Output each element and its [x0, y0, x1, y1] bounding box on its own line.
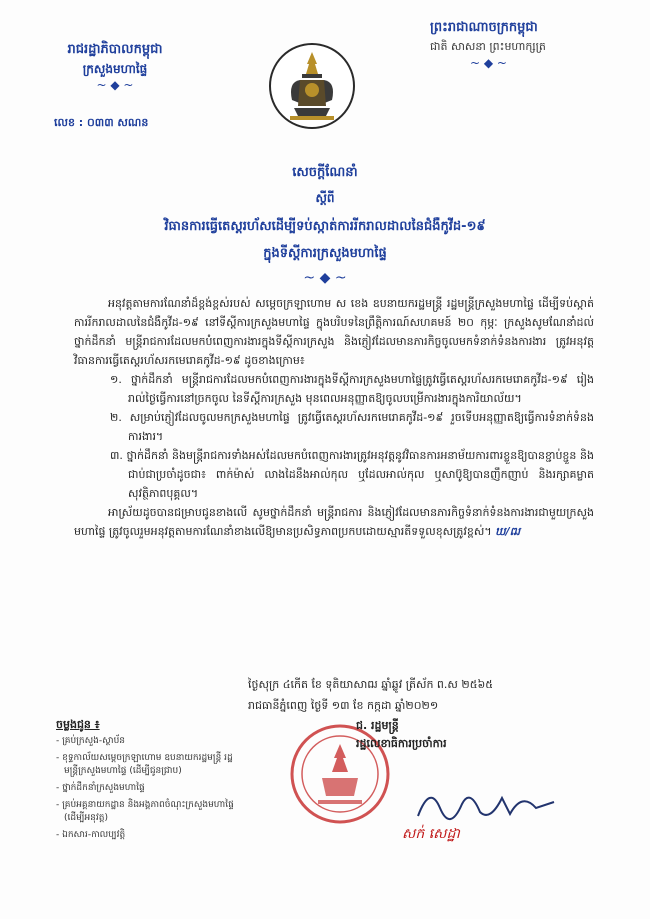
closing-paragraph [74, 503, 594, 541]
signatory-block [356, 717, 596, 753]
recipients-block [56, 718, 246, 846]
list-item: - ខុទ្ទកាល័យសម្ដេចក្រឡាហោម ឧបនាយករដ្ឋមន្ត្រី រដ្ឋមន្ត្រីក្រសួងមហាផ្ទៃ (ដើម្បីជូនជ្រាប) [56, 753, 233, 776]
subject-line-2: ក្នុងទីស្ដីការក្រសួងមហាផ្ទៃ [263, 246, 387, 261]
title-ornament: ~ ◆ ~ [303, 270, 347, 286]
list-item: ៣. ថ្នាក់ដឹកនាំ និងមន្ត្រីរាជការទាំងអស់ដែលមកបំពេញការងារត្រូវអនុវត្តនូវវិធានការអនាម័យការពារខ្លួនឱ្យបានខ្ជាប់ខ្ជួន និងជាប់ជាប្រចាំដូចជា៖ ពាក់ម៉ាស់ លាងដៃនឹងអាល់កុល ឬដែលអាល់កុល ឬសាប៊ូឱ្យបានញឹកញាប់ និងរក្សាគម្លាតសុវត្ថិភាពបុគ្គល។ [110, 449, 594, 500]
title-on: ស្ដីពី [315, 191, 335, 205]
list-item: - គ្រប់អគ្គនាយកដ្ឋាន និងអង្គភាពចំណុះក្រសួងមហាផ្ទៃ (ដើម្បីអនុវត្ត) [56, 800, 234, 823]
issuer-block [30, 40, 200, 92]
recipients-title: ចម្លងជូន ៖ [56, 718, 100, 731]
list-item: ២. សម្រាប់ភ្ញៀវដែលចូលមកក្រសួងមហាផ្ទៃ ត្រូវធ្វើតេស្ដរហ័សរកមេរោគកូវីដ-១៩ រួចទើបអនុញ្ញាតឱ្យធ្វើការទំនាក់ទំនងការងារ។ [110, 411, 594, 443]
national-motto: ជាតិ សាសនា ព្រះមហាក្សត្រ [430, 40, 546, 53]
kingdom-block [430, 18, 630, 70]
header-ornament-left: ~ ◆ ~ [96, 78, 134, 92]
signatory-position: រដ្ឋលេខាធិការប្រចាំការ [356, 737, 447, 750]
subject-line-1: វិធានការធ្វើតេស្ដរហ័សដើម្បីទប់ស្កាត់ការរីករាលដាលនៃជំងឺកូវីដ-១៩ [164, 219, 486, 234]
list-item: - ថ្នាក់ដឹកនាំក្រសួងមហាផ្ទៃ [56, 783, 145, 793]
header-ornament-right: ~ ◆ ~ [470, 56, 507, 70]
document-type: សេចក្ដីណែនាំ [292, 165, 358, 180]
handwritten-initial: ឃ/ឍ [495, 525, 521, 538]
signature-icon [410, 778, 560, 828]
signatory-title: ជ. រដ្ឋមន្ត្រី [356, 719, 399, 732]
letter-number: លេខ : ០៣៣ សណន [54, 116, 149, 129]
closing-text: អាស្រ័យដូចបានជម្រាបជូនខាងលើ សូមថ្នាក់ដឹកនាំ មន្ត្រីរាជការ និងភ្ញៀវដែលមានភារកិច្ចទំនាក់ទំនងការងារជាមួយក្រសួងមហាផ្ទៃ ត្រូវចូលរួមអនុវត្តតាមការណែនាំខាងលើឱ្យមានប្រសិទ្ធភាពប្រកបដោយស្មារតីទទួលខុសត្រូវខ្ពស់។ [74, 506, 594, 538]
government-name: រាជរដ្ឋាភិបាលកម្ពុជា [67, 42, 163, 57]
list-item: - ឯកសារ-កាលប្បវត្តិ [56, 830, 126, 840]
solar-date: រាជធានីភ្នំពេញ ថ្ងៃទី ១៣ ខែ កក្កដា ឆ្នាំ២០២១ [248, 699, 439, 712]
list-item: ១. ថ្នាក់ដឹកនាំ មន្ត្រីរាជការដែលមកបំពេញការងារក្នុងទីស្ដីការក្រសួងមហាផ្ទៃត្រូវធ្វើតេស្ដរហ័សរកមេរោគកូវីដ-១៩ រៀងរាល់ថ្ងៃធ្វើការនៅច្រកចូល នៃទីស្ដីការក្រសួង មុនពេលអនុញ្ញាតឱ្យចូលបម្រើការងារក្នុងការិយាល័យ។ [110, 373, 594, 405]
ministry-name: ក្រសួងមហាផ្ទៃ [82, 62, 148, 76]
document-body [74, 294, 594, 541]
handwritten-name: សក់ សេដ្ឋា [402, 826, 460, 842]
kingdom-name: ព្រះរាជាណាចក្រកម្ពុជា [430, 20, 538, 35]
intro-paragraph: អនុវត្តតាមការណែនាំដ៏ខ្ពង់ខ្ពស់របស់ សម្ដេចក្រឡាហោម ស ខេង ឧបនាយករដ្ឋមន្ត្រី រដ្ឋមន្ត្រីក្រសួងមហាផ្ទៃ ដើម្បីទប់ស្កាត់ការរីករាលដាលនៃជំងឺកូវីដ-១៩ នៅទីស្ដីការក្រសួងមហាផ្ទៃ ក្នុងបរិបទនៃព្រឹត្តិការណ៍សហគមន៍ ២០ កុម្ភៈ ក្រសួងសូមណែនាំដល់ថ្នាក់ដឹកនាំ មន្ត្រីរាជការដែលមកបំពេញការងារក្នុងទីស្ដីការក្រសួង និងភ្ញៀវដែលមានភារកិច្ចចូលមកទំនាក់ទំនងការងារ ត្រូវអនុវត្តវិធានការធ្វើតេស្ដរហ័សរកមេរោគកូវីដ-១៩ ដូចខាងក្រោម៖ [74, 297, 594, 367]
royal-emblem-icon [268, 42, 356, 130]
list-item: - គ្រប់ក្រសួង-ស្ថាប័ន [56, 736, 125, 746]
lunar-date: ថ្ងៃសុក្រ ៤កើត ខែ ទុតិយាសាឍ ឆ្នាំឆ្លូវ ត្រីស័ក ព.ស ២៥៦៥ [248, 678, 494, 691]
